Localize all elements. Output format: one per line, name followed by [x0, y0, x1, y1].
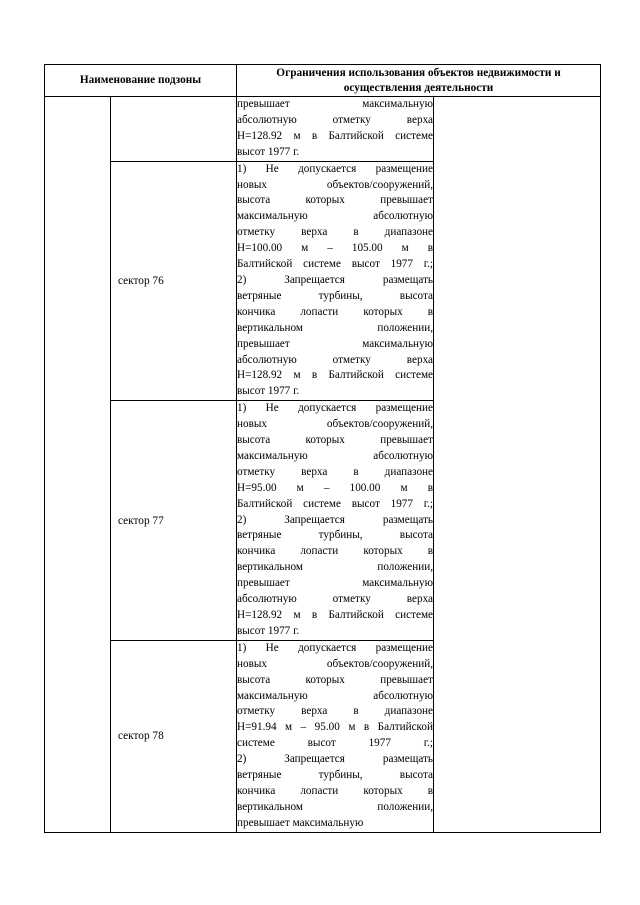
restriction-text-line: максимальную абсолютную: [237, 689, 433, 702]
table-header-row: [45, 65, 601, 97]
restriction-text-line: абсолютную отметку верха: [237, 353, 433, 366]
restriction-text-line: абсолютную отметку верха: [237, 113, 433, 126]
restriction-text-line: ветряные турбины, высота: [237, 529, 433, 542]
restriction-text-line: превышает максимальную: [237, 577, 433, 590]
table-row: [45, 97, 601, 162]
restriction-text-line: максимальную абсолютную: [237, 210, 433, 223]
restriction-text-line: отметку верха в диапазоне: [237, 705, 433, 718]
restriction-text-line: высот 1977 г.: [237, 624, 300, 637]
sector-cell: [111, 97, 237, 162]
restriction-text-line: H=128.92 м в Балтийской системе: [237, 369, 433, 382]
restriction-text-line: новых объектов/сооружений,: [237, 418, 433, 431]
restriction-text-line: Балтийской системе высот 1977 г.;: [237, 497, 433, 510]
restriction-text-line: высот 1977 г.: [237, 145, 300, 158]
restriction-text-line: превышает максимальную: [237, 816, 364, 829]
restriction-text-line: абсолютную отметку верха: [237, 593, 433, 606]
restriction-text-line: максимальную абсолютную: [237, 449, 433, 462]
restriction-text-line: отметку верха в диапазоне: [237, 465, 433, 478]
restriction-text-line: кончика лопасти которых в: [237, 545, 433, 558]
restriction-text-line: кончика лопасти которых в: [237, 305, 433, 318]
sector-cell: сектор 76: [111, 161, 237, 401]
restriction-cell: [237, 97, 434, 162]
restriction-text-line: вертикальном положении,: [237, 800, 433, 813]
restriction-text-line: 1) Не допускается размещение: [237, 402, 433, 415]
sector-cell: сектор 77: [111, 401, 237, 641]
restriction-text-line: вертикальном положении,: [237, 321, 433, 334]
restriction-text-line: 1) Не допускается размещение: [237, 162, 433, 175]
zone-name-cell: [45, 97, 111, 833]
restriction-text-line: отметку верха в диапазоне: [237, 226, 433, 239]
restriction-text-line: вертикальном положении,: [237, 561, 433, 574]
restriction-text-line: высот 1977 г.: [237, 385, 300, 398]
restriction-text-line: 2) Запрещается размещать: [237, 753, 433, 766]
restriction-text-line: высота которых превышает: [237, 673, 433, 686]
restriction-text-line: H=91.94 м – 95.00 м в Балтийской: [237, 721, 433, 734]
restriction-text-line: превышает максимальную: [237, 337, 433, 350]
restriction-text-line: Балтийской системе высот 1977 г.;: [237, 258, 433, 271]
restriction-text-line: системе высот 1977 г.;: [237, 737, 433, 750]
restriction-text-line: высота которых превышает: [237, 434, 433, 447]
header-restrictions: Ограничения использования объектов недвижимости и осуществления деятельности: [237, 65, 601, 97]
restriction-text-line: 2) Запрещается размещать: [237, 513, 433, 526]
empty-right-cell: [434, 97, 601, 833]
restriction-cell: [237, 161, 434, 401]
restriction-cell: [237, 640, 434, 832]
restriction-text-line: ветряные турбины, высота: [237, 289, 433, 302]
restriction-text-line: ветряные турбины, высота: [237, 769, 433, 782]
restriction-text-line: новых объектов/сооружений,: [237, 657, 433, 670]
sector-cell: сектор 78: [111, 640, 237, 832]
restriction-text-line: высота которых превышает: [237, 194, 433, 207]
restriction-text-line: новых объектов/сооружений,: [237, 178, 433, 191]
restriction-cell: [237, 401, 434, 641]
restrictions-table: [44, 64, 601, 833]
restriction-text-line: H=128.92 м в Балтийской системе: [237, 609, 433, 621]
restriction-text-line: H=100.00 м – 105.00 м в: [237, 242, 433, 255]
restriction-text-line: H=128.92 м в Балтийской системе: [237, 129, 433, 142]
restriction-text-line: 2) Запрещается размещать: [237, 273, 433, 286]
restriction-text-line: H=95.00 м – 100.00 м в: [237, 481, 433, 494]
header-zone-name: Наименование подзоны: [45, 65, 237, 97]
restriction-text-line: кончика лопасти которых в: [237, 784, 433, 797]
restriction-text-line: 1) Не допускается размещение: [237, 641, 433, 654]
restriction-text-line: превышает максимальную: [237, 98, 433, 110]
